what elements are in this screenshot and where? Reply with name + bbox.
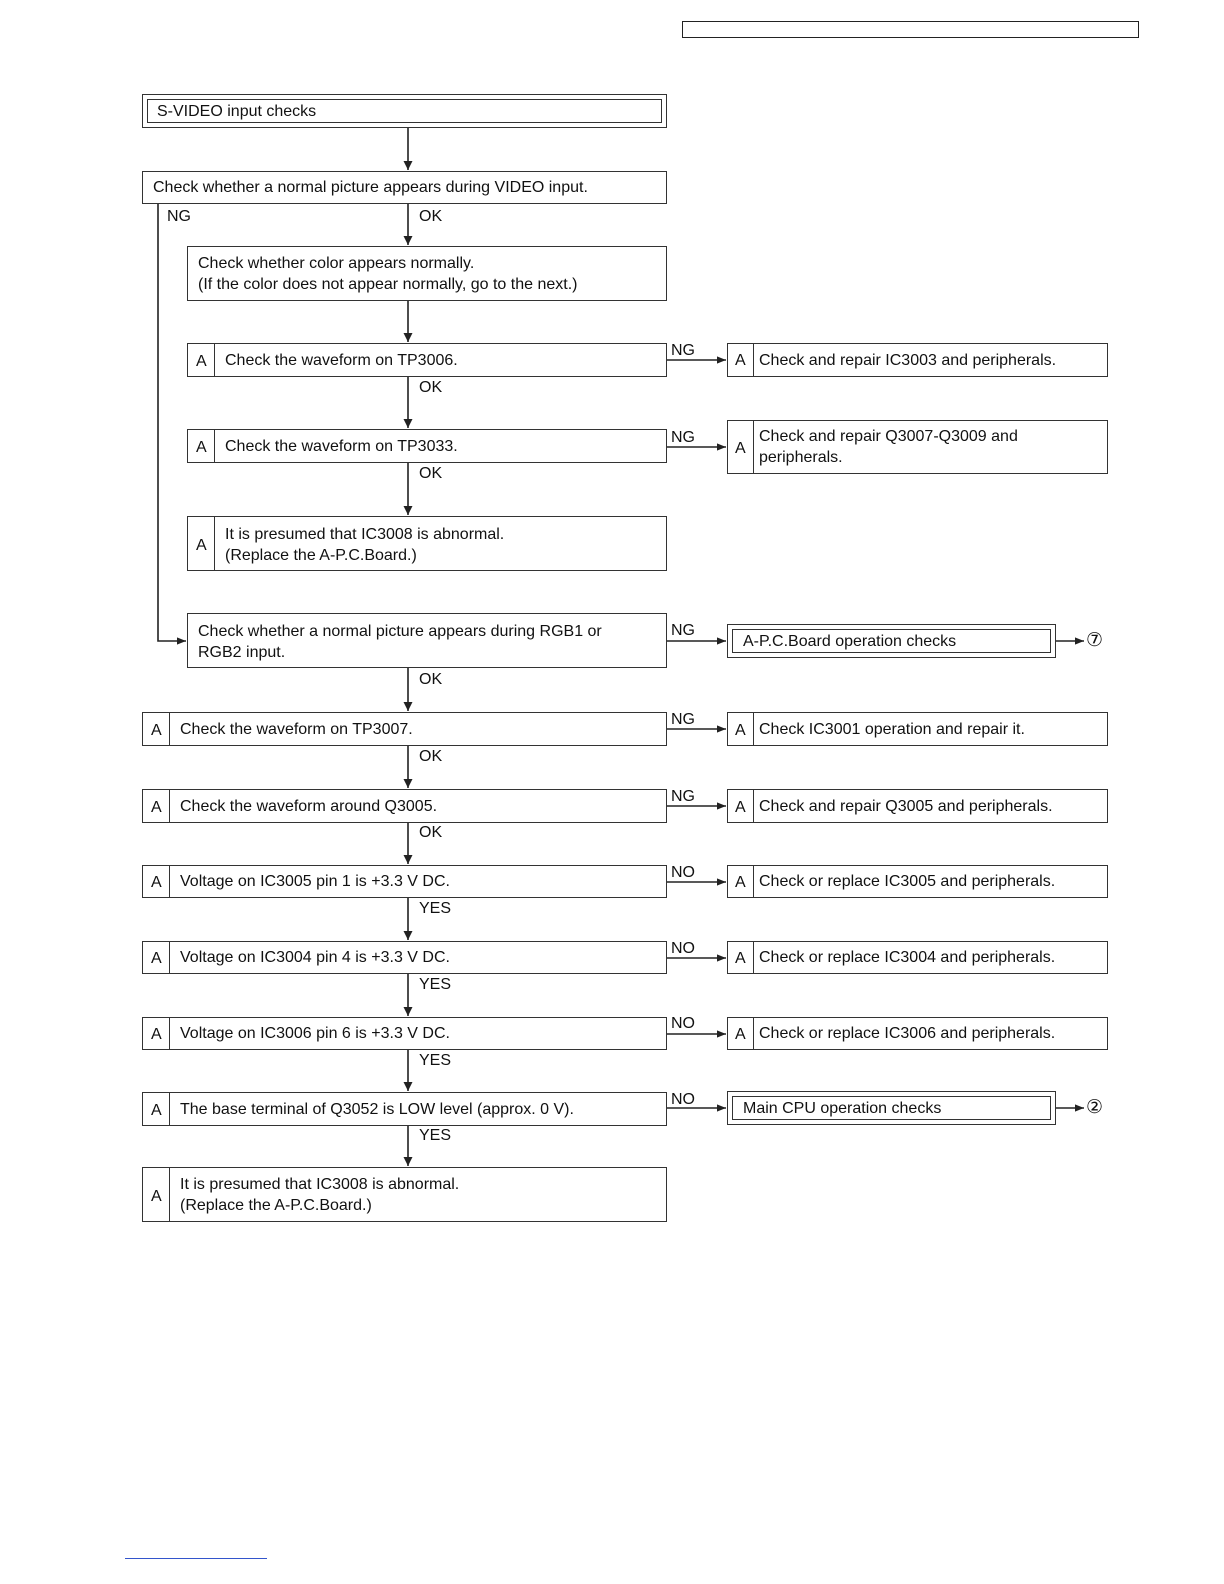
- action-a6-text: A-P.C.Board operation checks: [743, 633, 957, 650]
- label-s3-ok: OK: [419, 379, 443, 396]
- step-s3-text: Check the waveform on TP3006.: [225, 352, 458, 369]
- step-s6: [187, 613, 667, 668]
- step-s2: [187, 246, 667, 301]
- step-s13-line1: It is presumed that IC3008 is abnormal.: [180, 1176, 460, 1193]
- label-s8-ok: OK: [419, 824, 443, 841]
- marker-a: A: [151, 950, 162, 967]
- marker-a: A: [151, 1102, 162, 1119]
- step-s2-line1: Check whether color appears normally.: [198, 255, 475, 272]
- marker-a: A: [151, 1188, 162, 1205]
- marker-a: A: [735, 722, 746, 739]
- step-s11-text: Voltage on IC3006 pin 6 is +3.3 V DC.: [180, 1025, 450, 1042]
- action-a4-line2: peripherals.: [759, 449, 843, 466]
- marker-a: A: [151, 1026, 162, 1043]
- marker-a: A: [151, 799, 162, 816]
- step-s5: [187, 516, 667, 571]
- action-a10: [727, 941, 1108, 974]
- marker-a: A: [735, 352, 746, 369]
- step-s8: [142, 789, 667, 823]
- marker-a: A: [735, 874, 746, 891]
- ref-2: ②: [1086, 1097, 1104, 1118]
- step-s2-line2: (If the color does not appear normally, go to the next.): [198, 276, 578, 293]
- arrow-s1-ng-s6: [158, 203, 186, 641]
- step-s8-text: Check the waveform around Q3005.: [180, 798, 438, 815]
- step-s12-text: The base terminal of Q3052 is LOW level (approx. 0 V).: [180, 1101, 574, 1118]
- step-s13-line2: (Replace the A-P.C.Board.): [180, 1197, 372, 1214]
- label-s12-no: NO: [671, 1091, 695, 1108]
- label-s8-ng: NG: [671, 788, 695, 805]
- label-s7-ok: OK: [419, 748, 443, 765]
- action-a3: [727, 343, 1108, 377]
- marker-a: A: [151, 874, 162, 891]
- step-s3: [187, 343, 667, 377]
- start-title: S-VIDEO input checks: [157, 103, 317, 120]
- marker-a: A: [735, 950, 746, 967]
- label-s11-yes: YES: [419, 1052, 452, 1069]
- step-s5-line1: It is presumed that IC3008 is abnormal.: [225, 526, 505, 543]
- action-a10-text: Check or replace IC3004 and peripherals.: [759, 949, 1056, 966]
- step-s10: [142, 941, 667, 974]
- footer-link-underline[interactable]: [125, 1558, 267, 1559]
- marker-a: A: [196, 537, 207, 554]
- label-s1-ok: OK: [419, 208, 443, 225]
- action-a4: [727, 420, 1108, 474]
- action-a9-text: Check or replace IC3005 and peripherals.: [759, 873, 1056, 890]
- step-s9: [142, 865, 667, 898]
- step-s13: [142, 1167, 667, 1222]
- action-a11: [727, 1017, 1108, 1050]
- ref-7: ⑦: [1086, 630, 1104, 651]
- label-s11-no: NO: [671, 1015, 695, 1032]
- action-a3-text: Check and repair IC3003 and peripherals.: [759, 352, 1057, 369]
- step-s6-line2: RGB2 input.: [198, 644, 286, 661]
- step-s9-text: Voltage on IC3005 pin 1 is +3.3 V DC.: [180, 873, 450, 890]
- marker-a: A: [735, 440, 746, 457]
- action-a8: [727, 789, 1108, 823]
- action-a6: [727, 624, 1056, 658]
- start-box: [142, 94, 667, 128]
- action-a11-text: Check or replace IC3006 and peripherals.: [759, 1025, 1056, 1042]
- label-s3-ng: NG: [671, 342, 695, 359]
- step-s11: [142, 1017, 667, 1050]
- step-s4: [187, 429, 667, 463]
- step-s4-text: Check the waveform on TP3033.: [225, 438, 458, 455]
- label-s10-yes: YES: [419, 976, 452, 993]
- step-s7-text: Check the waveform on TP3007.: [180, 721, 413, 738]
- step-s5-line2: (Replace the A-P.C.Board.): [225, 547, 417, 564]
- step-s1: [142, 171, 667, 204]
- label-s10-no: NO: [671, 940, 695, 957]
- action-a12: [727, 1091, 1056, 1125]
- step-s1-text: Check whether a normal picture appears during VIDEO input.: [153, 179, 588, 196]
- marker-a: A: [151, 722, 162, 739]
- label-s4-ok: OK: [419, 465, 443, 482]
- marker-a: A: [735, 1026, 746, 1043]
- step-s6-line1: Check whether a normal picture appears during RGB1 or: [198, 623, 602, 640]
- action-a4-line1: Check and repair Q3007-Q3009 and: [759, 428, 1018, 445]
- marker-a: A: [196, 439, 207, 456]
- label-s1-ng: NG: [167, 208, 191, 225]
- label-s6-ok: OK: [419, 671, 443, 688]
- label-s7-ng: NG: [671, 711, 695, 728]
- label-s9-yes: YES: [419, 900, 452, 917]
- marker-a: A: [196, 353, 207, 370]
- action-a8-text: Check and repair Q3005 and peripherals.: [759, 798, 1053, 815]
- step-s10-text: Voltage on IC3004 pin 4 is +3.3 V DC.: [180, 949, 450, 966]
- action-a7-text: Check IC3001 operation and repair it.: [759, 721, 1025, 738]
- label-s12-yes: YES: [419, 1127, 452, 1144]
- step-s7: [142, 712, 667, 746]
- label-s6-ng: NG: [671, 622, 695, 639]
- marker-a: A: [735, 799, 746, 816]
- step-s12: [142, 1092, 667, 1126]
- action-a9: [727, 865, 1108, 898]
- action-a7: [727, 712, 1108, 746]
- label-s4-ng: NG: [671, 429, 695, 446]
- label-s9-no: NO: [671, 864, 695, 881]
- action-a12-text: Main CPU operation checks: [743, 1100, 942, 1117]
